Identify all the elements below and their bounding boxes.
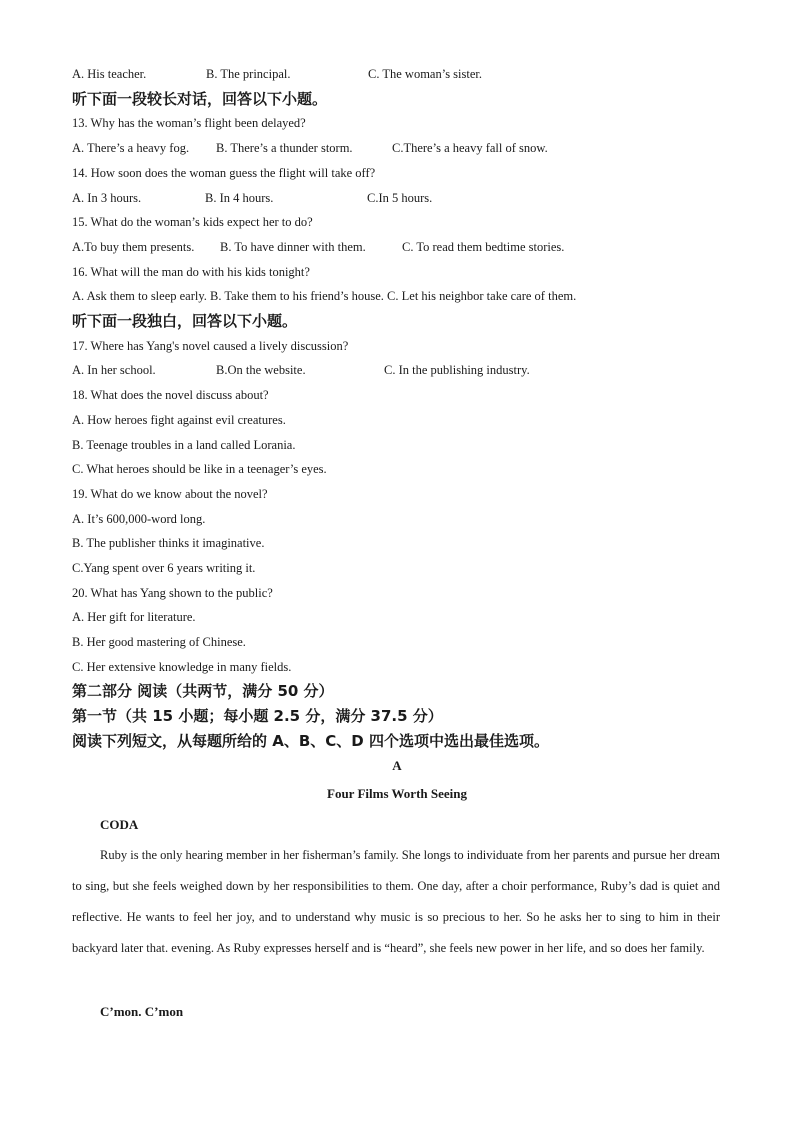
q19-option-a: A. It’s 600,000-word long. <box>72 512 206 526</box>
q14-question: 14. How soon does the woman guess the flight will take off? <box>72 166 376 180</box>
q20-question: 20. What has Yang shown to the public? <box>72 586 273 600</box>
q14-option-b: B. In 4 hours. <box>205 191 274 205</box>
q20-option-a: A. Her gift for literature. <box>72 610 196 624</box>
q19-question: 19. What do we know about the novel? <box>72 487 268 501</box>
part2-section1-heading: 第一节（共 15 小题；每小题 2.5 分，满分 37.5 分） <box>72 707 443 725</box>
passage-letter: A <box>392 758 402 773</box>
q18-option-c: C. What heroes should be like in a teenager’s eyes. <box>72 462 327 476</box>
q12-option-c: C. The woman’s sister. <box>368 67 483 81</box>
q18-question: 18. What does the novel discuss about? <box>72 388 269 402</box>
q13-option-a: A. There’s a heavy fog. <box>72 141 190 155</box>
q12-option-a: A. His teacher. <box>72 67 147 81</box>
part2-title: 第二部分 阅读（共两节，满分 50 分） <box>72 682 334 700</box>
q16-options: A. Ask them to sleep early. B. Take them to his friend’s house. C. Let his neighbor take care of them. <box>72 289 577 303</box>
q17-option-a: A. In her school. <box>72 363 156 377</box>
q15-option-b: B. To have dinner with them. <box>220 240 366 254</box>
q13-question: 13. Why has the woman’s flight been delayed? <box>72 116 306 130</box>
q17-option-b: B.On the website. <box>216 363 306 377</box>
q13-option-c: C.There’s a heavy fall of snow. <box>392 141 548 155</box>
q16-question: 16. What will the man do with his kids tonight? <box>72 265 310 279</box>
q17-option-c: C. In the publishing industry. <box>384 363 530 377</box>
q18-option-b: B. Teenage troubles in a land called Lorania. <box>72 438 296 452</box>
q14-option-c: C.In 5 hours. <box>367 191 433 205</box>
q20-option-b: B. Her good mastering of Chinese. <box>72 635 246 649</box>
q14-option-a: A. In 3 hours. <box>72 191 142 205</box>
q20-option-c: C. Her extensive knowledge in many fields. <box>72 660 292 674</box>
part2-instructions: 阅读下列短文，从每题所给的 A、B、C、D 四个选项中选出最佳选项。 <box>72 732 549 750</box>
q15-question: 15. What do the woman’s kids expect her to do? <box>72 215 313 229</box>
passage-title: Four Films Worth Seeing <box>327 786 467 801</box>
q19-option-c: C.Yang spent over 6 years writing it. <box>72 561 256 575</box>
q17-question: 17. Where has Yang's novel caused a lively discussion? <box>72 339 349 353</box>
section-heading-long-dialogue: 听下面一段较长对话，回答以下小题。 <box>72 90 328 108</box>
q19-option-b: B. The publisher thinks it imaginative. <box>72 536 265 550</box>
q15-option-a: A.To buy them presents. <box>72 240 195 254</box>
section-heading-monologue: 听下面一段独白，回答以下小题。 <box>72 312 298 330</box>
q12-option-b: B. The principal. <box>206 67 291 81</box>
q15-option-c: C. To read them bedtime stories. <box>402 240 565 254</box>
q18-option-a: A. How heroes fight against evil creatures. <box>72 413 286 427</box>
film2-title: C’mon. C’mon <box>100 1004 184 1019</box>
film1-title: CODA <box>100 817 139 832</box>
q13-option-b: B. There’s a thunder storm. <box>216 141 353 155</box>
film1-paragraph: Ruby is the only hearing member in her fisherman’s family. She longs to individuate from her parents and pursue her dream to sing, but she feels weighed down by her responsibilities to them. One day, after a choir performance, Ruby’s dad is quiet and reflective. He wants to feel her joy, and to understand why music is so precious to her. So he asks her to sing to him in their backyard later that. evening. As Ruby expresses herself and is “heard”, she feels new power in her life, and so does her family. <box>72 848 720 955</box>
